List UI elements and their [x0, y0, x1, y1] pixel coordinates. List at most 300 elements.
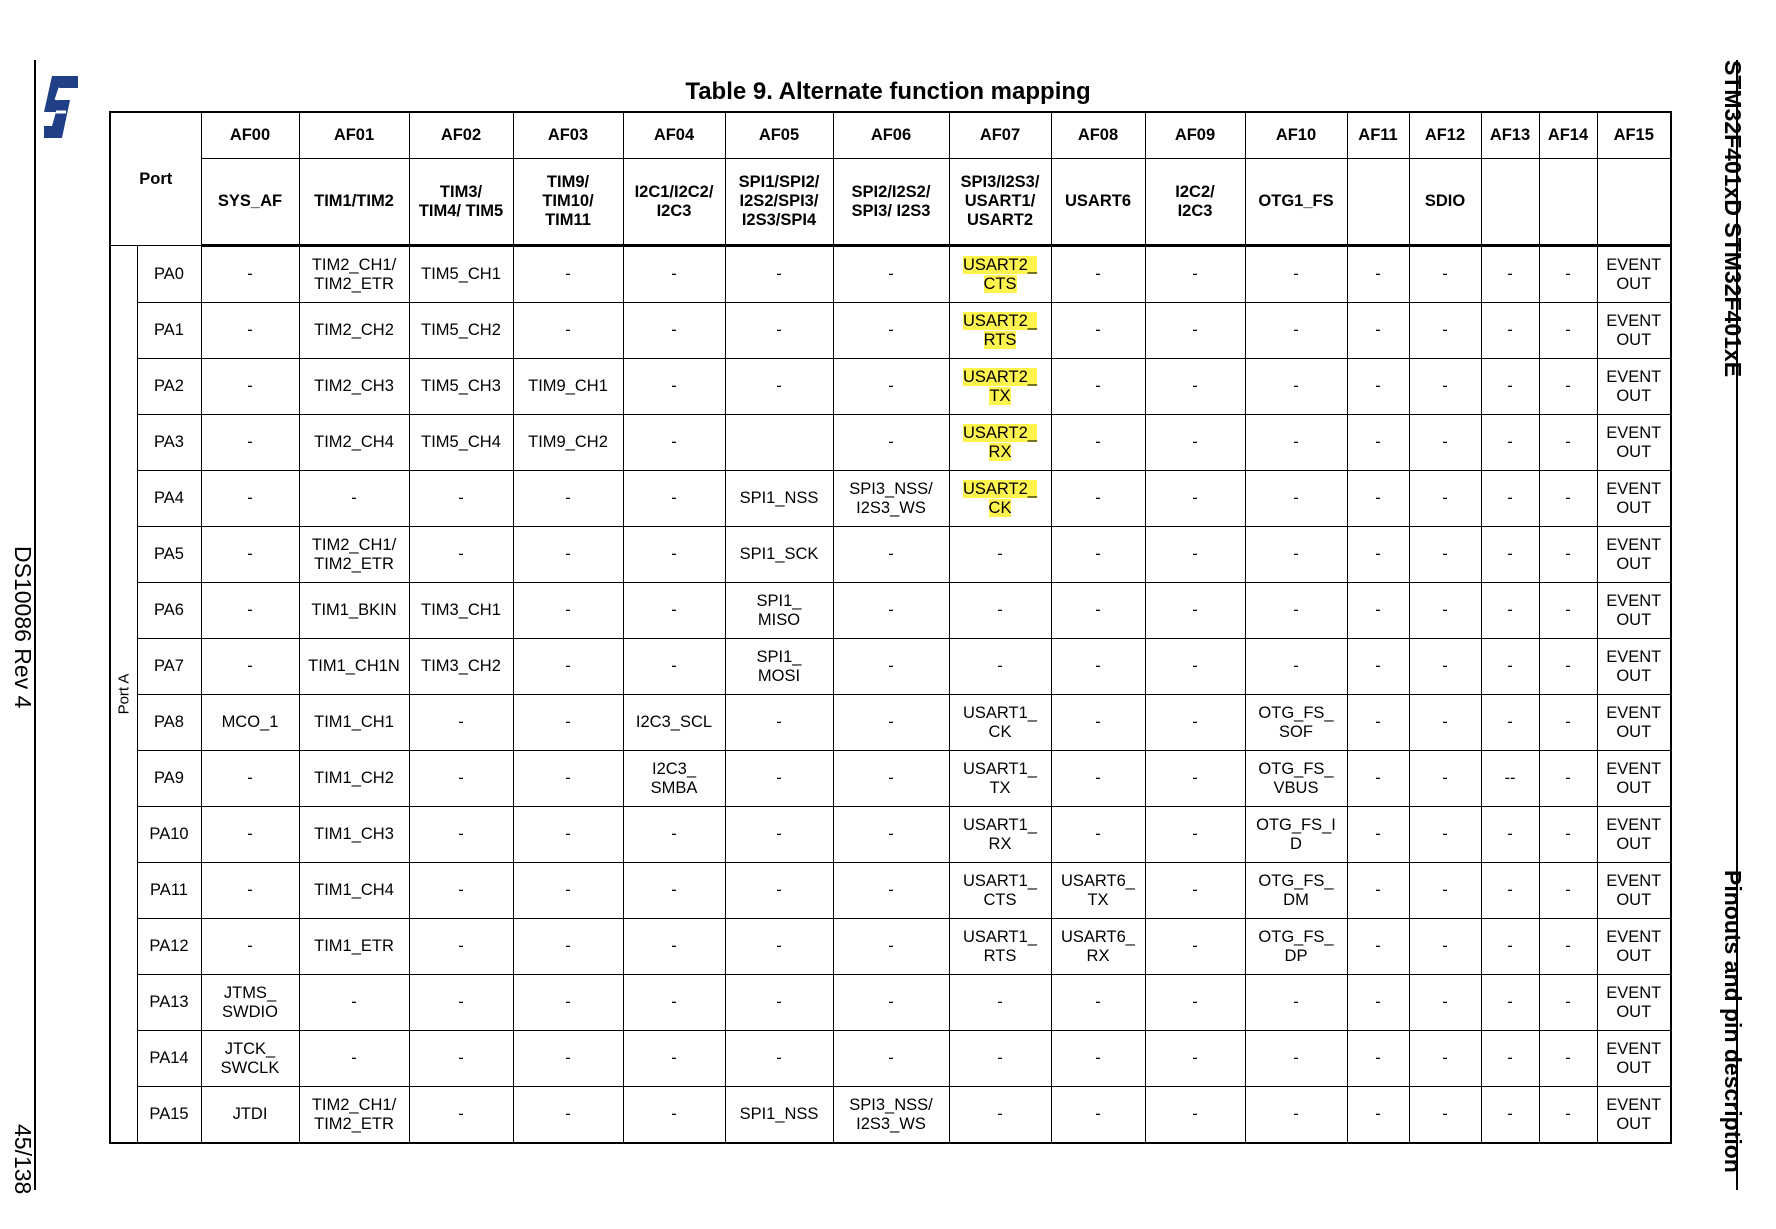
- af-cell-text: -: [1375, 657, 1381, 675]
- af-cell: [1409, 695, 1481, 751]
- af-cell-text: TIM2_CH1/ TIM2_ETR: [311, 535, 397, 573]
- af-cell-text: TIM1_CH4: [314, 881, 394, 899]
- af-cell-text: -: [1375, 769, 1381, 787]
- af-cell-text: TIM5_CH2: [421, 321, 501, 339]
- af-cell-text: -: [1565, 657, 1571, 675]
- af-cell: [1347, 359, 1409, 415]
- af-cell-text: -: [1192, 1049, 1198, 1067]
- af-function-header: USART6: [1051, 159, 1145, 246]
- af-cell-text: -: [1095, 825, 1101, 843]
- af-cell-text: -: [1565, 937, 1571, 955]
- table-row: [110, 583, 1671, 639]
- af-cell-text: JTCK_ SWCLK: [220, 1039, 280, 1077]
- af-cell-text: TIM5_CH1: [421, 265, 501, 283]
- af-cell: [1597, 639, 1671, 695]
- af-cell-text: -: [1565, 825, 1571, 843]
- af-function-header: [1539, 159, 1597, 246]
- table-row: [110, 303, 1671, 359]
- af-cell: [409, 246, 513, 303]
- af-cell: [409, 975, 513, 1031]
- af-cell-text: OTG_FS_I D: [1256, 815, 1336, 853]
- af-cell: [1145, 583, 1245, 639]
- af-cell-text: -: [1095, 377, 1101, 395]
- af-cell-text: -: [1565, 713, 1571, 731]
- af-cell-text: -: [565, 321, 571, 339]
- af-cell-text: EVENT OUT: [1606, 815, 1662, 853]
- af-cell: [1245, 527, 1347, 583]
- af-cell-text: TIM1_CH2: [314, 769, 394, 787]
- af-cell-text: -: [458, 489, 464, 507]
- af-number-header: AF07: [949, 112, 1051, 159]
- af-cell-text: TIM1_BKIN: [311, 601, 397, 619]
- af-cell-text: -: [888, 601, 894, 619]
- af-cell-text: -: [1375, 937, 1381, 955]
- alternate-function-table: [109, 111, 1672, 1144]
- table-row: [110, 807, 1671, 863]
- af-cell-text: -: [458, 937, 464, 955]
- af-cell-text: -: [565, 769, 571, 787]
- af-cell: [1481, 863, 1539, 919]
- af-number-header: AF05: [725, 112, 833, 159]
- af-cell-text: -: [888, 937, 894, 955]
- af-cell: [1051, 359, 1145, 415]
- table-row: [110, 919, 1671, 975]
- af-cell: [201, 359, 299, 415]
- af-cell: [1145, 1031, 1245, 1087]
- af-cell-text: -: [1293, 377, 1299, 395]
- af-cell-text: -: [1507, 1105, 1513, 1123]
- af-cell: [1051, 246, 1145, 303]
- af-cell: [1245, 639, 1347, 695]
- table-title: Table 9. Alternate function mapping: [685, 78, 1091, 105]
- af-cell-text: -: [1507, 265, 1513, 283]
- af-cell: [201, 863, 299, 919]
- af-cell: [201, 807, 299, 863]
- port-group-label: [110, 246, 137, 1144]
- af-cell: [623, 583, 725, 639]
- af-cell-text: -: [997, 1105, 1003, 1123]
- af-cell-text: -: [671, 657, 677, 675]
- af-cell: [201, 583, 299, 639]
- af-cell: [201, 919, 299, 975]
- af-cell-text: -: [1293, 321, 1299, 339]
- af-cell-text: -: [1375, 265, 1381, 283]
- af-cell-text: -: [1095, 993, 1101, 1011]
- af-cell: [725, 359, 833, 415]
- af-cell-text: -: [776, 825, 782, 843]
- af-cell: [1597, 246, 1671, 303]
- af-cell-text: -: [1192, 769, 1198, 787]
- af-cell-text: -: [888, 545, 894, 563]
- port-name-cell: PA11: [137, 863, 201, 919]
- af-cell: [725, 975, 833, 1031]
- af-cell-text: -: [565, 657, 571, 675]
- af-cell-text: MCO_1: [221, 713, 279, 731]
- af-cell-text: -: [776, 377, 782, 395]
- af-cell: [949, 527, 1051, 583]
- af-cell-text: -: [458, 545, 464, 563]
- af-cell: [1409, 583, 1481, 639]
- af-cell-text: -: [888, 321, 894, 339]
- af-cell: [833, 919, 949, 975]
- af-cell: [513, 1087, 623, 1144]
- af-cell-text: -: [1507, 937, 1513, 955]
- af-cell-text: -: [1507, 321, 1513, 339]
- af-cell-text: -: [565, 881, 571, 899]
- af-cell: [1481, 695, 1539, 751]
- table-row: [110, 639, 1671, 695]
- af-cell-text: -: [671, 377, 677, 395]
- af-cell: [513, 415, 623, 471]
- af-cell: [1597, 807, 1671, 863]
- af-cell: [833, 303, 949, 359]
- af-cell-text: I2C3_SCL: [635, 713, 713, 731]
- af-cell-text: -: [1375, 713, 1381, 731]
- af-cell: [201, 471, 299, 527]
- af-cell-text: -: [671, 1105, 677, 1123]
- af-cell-text: -: [1375, 825, 1381, 843]
- af-number-header: AF13: [1481, 112, 1539, 159]
- af-function-header: SDIO: [1409, 159, 1481, 246]
- af-cell-text: -: [1565, 377, 1571, 395]
- af-cell: [299, 751, 409, 807]
- port-name-cell: PA0: [137, 246, 201, 303]
- af-function-header: OTG1_FS: [1245, 159, 1347, 246]
- af-cell-text: OTG_FS_ DP: [1258, 927, 1334, 965]
- af-cell-text: EVENT OUT: [1606, 759, 1662, 797]
- af-cell-text: -: [1565, 545, 1571, 563]
- af-cell-text: -: [776, 881, 782, 899]
- af-cell-text: TIM1_CH3: [314, 825, 394, 843]
- af-cell: [949, 1087, 1051, 1144]
- af-cell-text: -: [888, 993, 894, 1011]
- af-cell: [1245, 415, 1347, 471]
- af-cell-text: -: [1192, 433, 1198, 451]
- af-cell: [1539, 359, 1597, 415]
- af-cell: [299, 359, 409, 415]
- af-cell-text: TIM2_CH4: [314, 433, 394, 451]
- af-cell-text: -: [247, 433, 253, 451]
- af-cell: [1539, 639, 1597, 695]
- af-cell: [299, 863, 409, 919]
- af-cell-text: -: [888, 1049, 894, 1067]
- af-cell-text: -: [888, 265, 894, 283]
- af-cell: [949, 583, 1051, 639]
- af-cell: [299, 975, 409, 1031]
- af-cell-text: -: [458, 825, 464, 843]
- section-title: Pinouts and pin description: [1720, 870, 1746, 1173]
- af-cell: [725, 303, 833, 359]
- af-cell-text: JTDI: [232, 1105, 268, 1123]
- af-cell-text: USART1_ RX: [963, 815, 1037, 853]
- af-cell: [1347, 583, 1409, 639]
- af-cell: [949, 975, 1051, 1031]
- af-cell: [1245, 863, 1347, 919]
- af-cell-text: -: [888, 657, 894, 675]
- af-cell-text: -: [1192, 825, 1198, 843]
- af-cell: [1145, 639, 1245, 695]
- af-cell: [409, 807, 513, 863]
- af-cell-text: -: [671, 433, 677, 451]
- af-cell-text: -: [888, 769, 894, 787]
- af-cell-text: -: [1375, 1105, 1381, 1123]
- af-cell-text: -: [671, 545, 677, 563]
- af-cell-text: -: [1293, 1105, 1299, 1123]
- af-cell-text: -: [1565, 433, 1571, 451]
- af-cell-text: EVENT OUT: [1606, 703, 1662, 741]
- af-cell-text: -: [1442, 713, 1448, 731]
- af-cell: [513, 639, 623, 695]
- af-cell: [949, 639, 1051, 695]
- af-cell-text: -: [1507, 433, 1513, 451]
- af-function-header: SPI2/I2S2/ SPI3/ I2S3: [833, 159, 949, 246]
- af-cell-text: -: [565, 825, 571, 843]
- af-cell: [725, 1087, 833, 1144]
- af-cell: [1409, 303, 1481, 359]
- af-cell-text: -: [1095, 1049, 1101, 1067]
- af-cell: [1051, 863, 1145, 919]
- af-cell: [1597, 695, 1671, 751]
- af-cell-text: TIM5_CH4: [421, 433, 501, 451]
- af-cell: [1145, 919, 1245, 975]
- af-cell: [1145, 1087, 1245, 1144]
- port-name-cell: PA10: [137, 807, 201, 863]
- af-cell-text: USART6_ TX: [1061, 871, 1135, 909]
- af-cell: [1145, 359, 1245, 415]
- af-cell: [623, 863, 725, 919]
- af-cell: [1481, 919, 1539, 975]
- af-cell: [1481, 807, 1539, 863]
- af-cell: [1245, 471, 1347, 527]
- af-cell-text: -: [1192, 601, 1198, 619]
- af-cell: [623, 919, 725, 975]
- af-cell-text: -: [1507, 881, 1513, 899]
- af-cell-text: -: [1507, 489, 1513, 507]
- table-row: [110, 695, 1671, 751]
- af-cell-text: USART1_ CK: [963, 703, 1037, 741]
- af-cell: [1051, 1031, 1145, 1087]
- af-cell: [201, 695, 299, 751]
- af-number-header: AF03: [513, 112, 623, 159]
- af-cell-text: EVENT OUT: [1606, 367, 1662, 405]
- af-cell-text: EVENT OUT: [1606, 311, 1662, 349]
- af-cell-text: -: [1375, 321, 1381, 339]
- af-number-header: AF04: [623, 112, 725, 159]
- af-cell-text: -: [565, 489, 571, 507]
- af-cell: [1409, 1031, 1481, 1087]
- af-cell: [833, 471, 949, 527]
- af-cell: [1051, 639, 1145, 695]
- af-cell: [1145, 471, 1245, 527]
- af-cell: [949, 695, 1051, 751]
- af-cell-text: -: [1192, 545, 1198, 563]
- table-row: [110, 527, 1671, 583]
- af-cell: [299, 583, 409, 639]
- af-cell-text: SPI3_NSS/ I2S3_WS: [849, 479, 933, 517]
- af-cell-text: -: [776, 769, 782, 787]
- af-cell: [949, 415, 1051, 471]
- af-cell: [1409, 471, 1481, 527]
- af-cell: [513, 975, 623, 1031]
- table-row: [110, 246, 1671, 303]
- af-function-header: [1597, 159, 1671, 246]
- af-cell-text: -: [565, 545, 571, 563]
- af-cell-text: -: [1507, 545, 1513, 563]
- af-cell: [1145, 751, 1245, 807]
- af-cell-text: USART1_ RTS: [963, 927, 1037, 965]
- af-cell: [623, 807, 725, 863]
- af-cell: [623, 639, 725, 695]
- af-cell: [1539, 583, 1597, 639]
- af-cell: [949, 359, 1051, 415]
- af-cell-text: -: [458, 713, 464, 731]
- af-cell-text: -: [247, 601, 253, 619]
- af-cell-text: -: [565, 265, 571, 283]
- af-cell: [513, 695, 623, 751]
- af-cell-text: -: [776, 321, 782, 339]
- af-cell: [949, 471, 1051, 527]
- af-cell: [201, 246, 299, 303]
- af-cell-text: -: [247, 321, 253, 339]
- af-cell: [1481, 975, 1539, 1031]
- af-number-header: AF10: [1245, 112, 1347, 159]
- af-cell-text: -: [1507, 993, 1513, 1011]
- af-cell: [1347, 1087, 1409, 1144]
- af-cell: [833, 975, 949, 1031]
- af-cell-text: -: [1442, 1049, 1448, 1067]
- af-cell: [725, 415, 833, 471]
- af-cell-text: -: [776, 713, 782, 731]
- af-cell: [409, 751, 513, 807]
- af-cell: [1347, 975, 1409, 1031]
- af-cell-text: -: [247, 489, 253, 507]
- af-cell: [725, 1031, 833, 1087]
- af-cell: [949, 1031, 1051, 1087]
- af-cell: [1145, 527, 1245, 583]
- af-cell: [1409, 1087, 1481, 1144]
- af-cell-text: -: [1442, 937, 1448, 955]
- af-cell-text: -: [1293, 433, 1299, 451]
- af-cell: [623, 1087, 725, 1144]
- af-cell-text: -: [1442, 489, 1448, 507]
- af-cell: [1145, 975, 1245, 1031]
- af-cell: [409, 639, 513, 695]
- af-cell: [725, 807, 833, 863]
- af-cell: [1245, 246, 1347, 303]
- af-cell-text: EVENT OUT: [1606, 423, 1662, 461]
- af-cell-text: EVENT OUT: [1606, 255, 1662, 293]
- af-cell-text: -: [1095, 489, 1101, 507]
- af-cell: [1409, 415, 1481, 471]
- af-cell: [1409, 975, 1481, 1031]
- af-cell-text: -: [351, 1049, 357, 1067]
- af-cell: [1597, 303, 1671, 359]
- table-row: [110, 751, 1671, 807]
- af-cell-text: -: [1375, 1049, 1381, 1067]
- af-cell: [1481, 303, 1539, 359]
- af-cell: [1597, 975, 1671, 1031]
- af-cell-text: OTG_FS_ VBUS: [1258, 759, 1334, 797]
- af-cell-text: -: [1095, 265, 1101, 283]
- af-cell-text: -: [671, 825, 677, 843]
- af-number-header: AF11: [1347, 112, 1409, 159]
- af-cell-text: -: [1095, 769, 1101, 787]
- af-cell-text: -: [458, 993, 464, 1011]
- af-cell-text: -: [1565, 1105, 1571, 1123]
- af-cell-text: -: [565, 993, 571, 1011]
- af-cell: [1597, 583, 1671, 639]
- af-cell: [1597, 919, 1671, 975]
- af-number-header: AF08: [1051, 112, 1145, 159]
- af-cell: [1539, 919, 1597, 975]
- af-cell-text: SPI1_ MOSI: [756, 647, 802, 685]
- af-cell: [725, 527, 833, 583]
- af-cell-text: -: [1095, 1105, 1101, 1123]
- port-name-cell: PA15: [137, 1087, 201, 1144]
- af-cell: [299, 246, 409, 303]
- af-number-header: AF12: [1409, 112, 1481, 159]
- af-cell-text: I2C3_ SMBA: [650, 759, 698, 797]
- af-cell-text: -: [458, 1105, 464, 1123]
- af-cell-text: -: [1442, 545, 1448, 563]
- af-cell: [1481, 1087, 1539, 1144]
- af-cell-text: -: [1095, 601, 1101, 619]
- af-cell: [1539, 303, 1597, 359]
- af-function-header: TIM3/ TIM4/ TIM5: [409, 159, 513, 246]
- af-cell-text: -: [888, 881, 894, 899]
- af-cell: [1145, 303, 1245, 359]
- af-cell: [299, 1031, 409, 1087]
- af-number-header: AF09: [1145, 112, 1245, 159]
- af-cell-text: -: [1507, 713, 1513, 731]
- af-cell-text: EVENT OUT: [1606, 927, 1662, 965]
- af-cell: [1481, 1031, 1539, 1087]
- af-cell: [1347, 303, 1409, 359]
- af-cell: [623, 303, 725, 359]
- af-function-header: TIM9/ TIM10/ TIM11: [513, 159, 623, 246]
- af-cell-text: -: [1442, 433, 1448, 451]
- af-cell-text: -: [247, 657, 253, 675]
- af-cell: [1597, 471, 1671, 527]
- af-cell-text: -: [1192, 993, 1198, 1011]
- af-cell-text: -: [1192, 881, 1198, 899]
- af-cell-text: -: [1192, 489, 1198, 507]
- af-cell-text: -: [565, 1049, 571, 1067]
- af-cell: [1347, 919, 1409, 975]
- af-cell: [1051, 527, 1145, 583]
- af-cell: [949, 246, 1051, 303]
- af-cell-text: -: [997, 657, 1003, 675]
- af-cell-text: USART2_ RTS: [963, 311, 1037, 349]
- af-cell-text: -: [1442, 993, 1448, 1011]
- af-cell: [833, 415, 949, 471]
- af-cell-text: -: [1293, 545, 1299, 563]
- af-cell-text: -: [671, 601, 677, 619]
- af-cell-text: -: [1565, 265, 1571, 283]
- af-function-header: [1347, 159, 1409, 246]
- table-row: [110, 1031, 1671, 1087]
- port-name-cell: PA7: [137, 639, 201, 695]
- af-cell-text: -: [1442, 1105, 1448, 1123]
- af-cell-text: -: [1095, 657, 1101, 675]
- af-cell-text: -: [671, 881, 677, 899]
- af-cell: [409, 359, 513, 415]
- af-cell: [725, 919, 833, 975]
- af-cell-text: -: [1192, 321, 1198, 339]
- af-cell-text: -: [776, 265, 782, 283]
- af-cell-text: -: [1293, 601, 1299, 619]
- af-cell-text: -: [1565, 881, 1571, 899]
